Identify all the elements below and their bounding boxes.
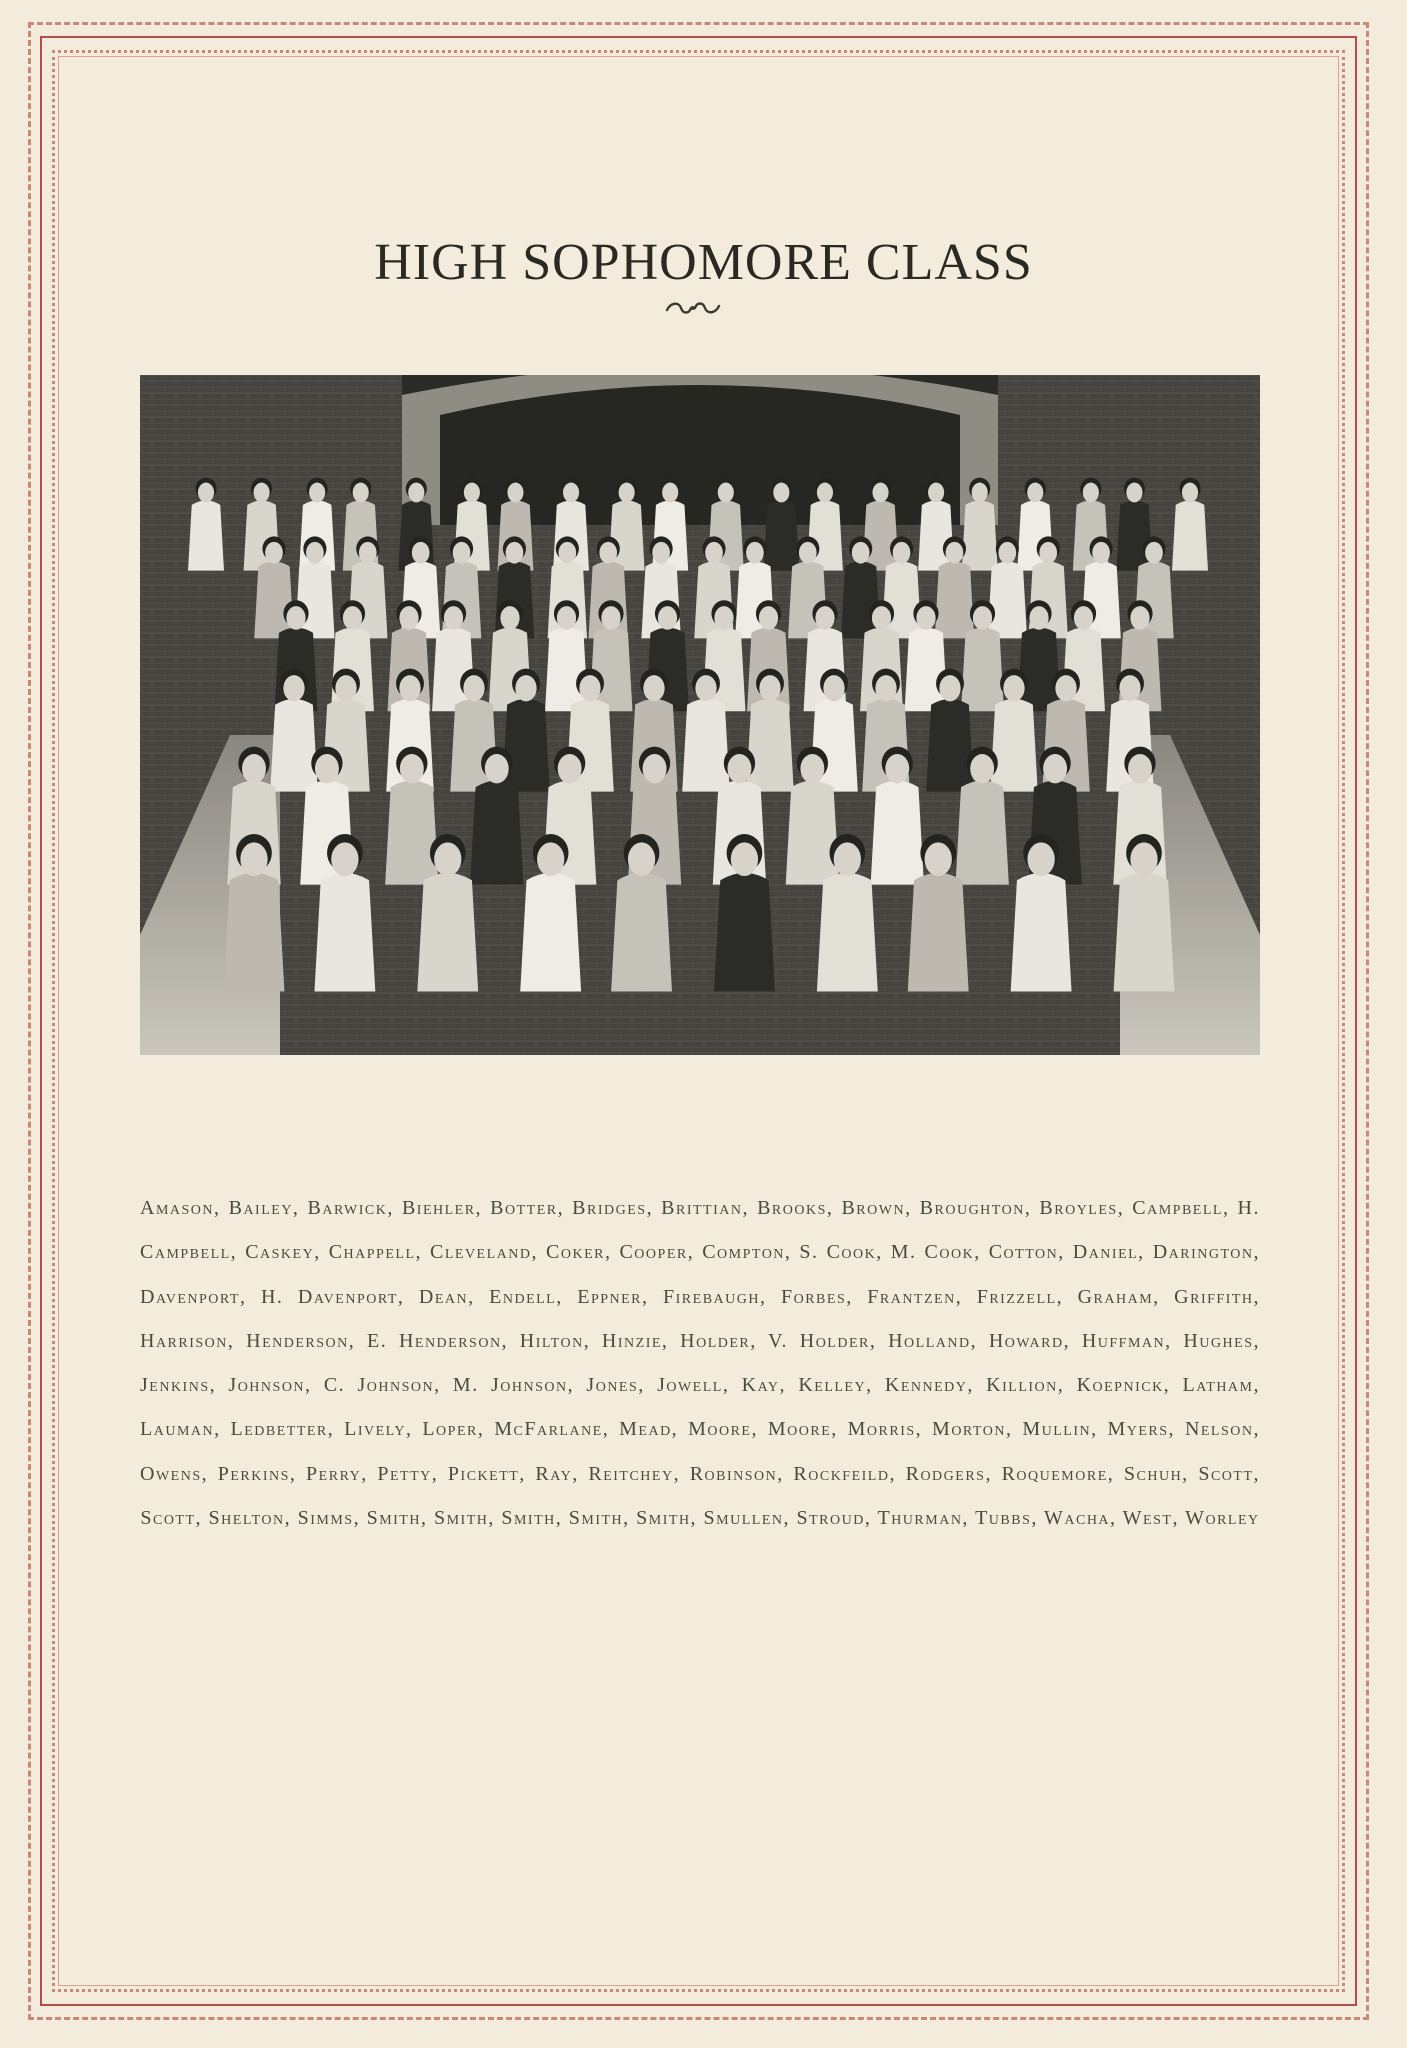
- student-face: [198, 483, 214, 503]
- student-figure: [908, 873, 969, 992]
- student-face: [579, 675, 600, 701]
- student-face: [658, 606, 677, 630]
- student-figure: [935, 562, 974, 639]
- student-face: [464, 483, 480, 503]
- student-face: [1128, 754, 1152, 783]
- student-face: [1055, 675, 1076, 701]
- student-face: [852, 542, 870, 564]
- student-face: [558, 754, 582, 783]
- student-face: [399, 606, 418, 630]
- student-face: [731, 842, 758, 876]
- student-figure: [470, 781, 523, 885]
- student-face: [1182, 483, 1198, 503]
- student-face: [1126, 483, 1142, 503]
- student-face: [643, 754, 667, 783]
- student-face: [1130, 606, 1149, 630]
- student-face: [254, 483, 270, 503]
- student-figure: [763, 501, 799, 571]
- student-face: [800, 754, 824, 783]
- student-face: [834, 842, 861, 876]
- student-face: [875, 675, 896, 701]
- student-names-list: Amason, Bailey, Barwick, Biehler, Botter, Bridges, Brittian, Brooks, Brown, Broughton, Broyles, Campbell, H. Campbell, Caskey, Chappell, Cleveland, Coker, Cooper, Compton, S. Cook, M. Cook, Cotton, Daniel, Darington, Davenport, H. Davenport, Dean, Endell, Eppner, Firebaugh, Forbes, Frantzen, Frizzell, Graham, Griffith, Harrison, Henderson, E. Henderson, Hilton, Hinzie, Holder, V. Holder, Holland, Howard, Huffman, Hughes, Jenkins, Johnson, C. Johnson, M. Johnson, Jones, Jowell, Kay, Kelley, Kennedy, Killion, Koepnick, Latham, Lauman, Ledbetter, Lively, Loper, McFarlane, Mead, Moore, Moore, Morris, Morton, Mullin, Myers, Nelson, Owens, Perkins, Perry, Petty, Pickett, Ray, Reitchey, Robinson, Rockfeild, Rodgers, Roquemore, Schuh, Scott, Scott, Shelton, Simms, Smith, Smith, Smith, Smith, Smith, Smullen, Stroud, Thurman, Tubbs, Wacha, West, Worley: [140, 1197, 1260, 1530]
- student-face: [823, 675, 844, 701]
- student-figure: [1018, 628, 1061, 712]
- student-figure: [270, 699, 318, 792]
- student-figure: [1114, 873, 1175, 992]
- student-face: [507, 483, 523, 503]
- student-figure: [314, 873, 375, 992]
- student-face: [1029, 606, 1048, 630]
- student-face: [872, 483, 888, 503]
- student-figure: [961, 628, 1004, 712]
- flourish-ornament-icon: [663, 298, 723, 318]
- student-figure: [905, 628, 948, 712]
- student-face: [412, 542, 430, 564]
- student-figure: [417, 873, 478, 992]
- student-face: [970, 754, 994, 783]
- student-figure: [956, 781, 1009, 885]
- student-face: [240, 842, 267, 876]
- student-face: [306, 542, 324, 564]
- student-face: [601, 606, 620, 630]
- student-face: [817, 483, 833, 503]
- student-face: [434, 842, 461, 876]
- student-face: [1039, 542, 1057, 564]
- student-face: [343, 606, 362, 630]
- student-face: [872, 606, 891, 630]
- student-face: [335, 675, 356, 701]
- student-face: [815, 606, 834, 630]
- student-figure: [786, 781, 839, 885]
- student-face: [746, 542, 764, 564]
- student-face: [286, 606, 305, 630]
- student-face: [242, 754, 266, 783]
- student-face: [705, 542, 723, 564]
- student-face: [485, 754, 509, 783]
- student-face: [1130, 842, 1157, 876]
- student-face: [265, 542, 283, 564]
- student-face: [1027, 842, 1054, 876]
- student-face: [727, 754, 751, 783]
- student-face: [399, 675, 420, 701]
- class-group-photo: [140, 375, 1260, 1055]
- student-face: [695, 675, 716, 701]
- student-face: [506, 542, 524, 564]
- student-face: [885, 754, 909, 783]
- student-face: [558, 542, 576, 564]
- student-face: [628, 842, 655, 876]
- student-figure: [746, 699, 794, 792]
- student-figure: [926, 699, 974, 792]
- student-face: [515, 675, 536, 701]
- student-face: [998, 542, 1016, 564]
- student-figure: [962, 501, 998, 571]
- student-face: [925, 842, 952, 876]
- student-face: [463, 675, 484, 701]
- student-face: [453, 542, 471, 564]
- student-face: [1145, 542, 1163, 564]
- student-face: [652, 542, 670, 564]
- student-face: [400, 754, 424, 783]
- student-face: [946, 542, 964, 564]
- student-figure: [254, 562, 293, 639]
- student-face: [500, 606, 519, 630]
- student-face: [1074, 606, 1093, 630]
- student-face: [973, 606, 992, 630]
- student-figure: [990, 699, 1038, 792]
- student-figure: [385, 781, 438, 885]
- student-figure: [520, 873, 581, 992]
- student-face: [928, 483, 944, 503]
- student-face: [939, 675, 960, 701]
- student-figure: [863, 501, 899, 571]
- student-face: [599, 542, 617, 564]
- student-figure: [502, 699, 550, 792]
- student-face: [662, 483, 678, 503]
- student-face: [773, 483, 789, 503]
- student-figure: [224, 873, 285, 992]
- student-face: [718, 483, 734, 503]
- student-face: [331, 842, 358, 876]
- student-face: [1043, 754, 1067, 783]
- student-figure: [714, 873, 775, 992]
- student-figure: [988, 562, 1027, 639]
- student-face: [916, 606, 935, 630]
- student-figure: [682, 699, 730, 792]
- student-figure: [188, 501, 224, 571]
- student-face: [557, 606, 576, 630]
- student-face: [444, 606, 463, 630]
- student-face: [1083, 483, 1099, 503]
- student-face: [1003, 675, 1024, 701]
- student-face: [759, 606, 778, 630]
- student-face: [759, 675, 780, 701]
- student-face: [353, 483, 369, 503]
- student-figure: [1116, 501, 1152, 571]
- student-face: [537, 842, 564, 876]
- student-face: [893, 542, 911, 564]
- student-face: [283, 675, 304, 701]
- student-face: [359, 542, 377, 564]
- student-face: [309, 483, 325, 503]
- student-face: [1027, 483, 1043, 503]
- student-figure: [641, 562, 680, 639]
- student-figure: [841, 562, 880, 639]
- student-face: [315, 754, 339, 783]
- student-face: [563, 483, 579, 503]
- student-figure: [545, 628, 588, 712]
- student-face: [619, 483, 635, 503]
- student-face: [714, 606, 733, 630]
- student-face: [799, 542, 817, 564]
- student-face: [643, 675, 664, 701]
- student-face: [972, 483, 988, 503]
- page-title: HIGH SOPHOMORE CLASS: [374, 233, 1033, 291]
- student-face: [1119, 675, 1140, 701]
- student-figure: [1011, 873, 1072, 992]
- student-face: [408, 483, 424, 503]
- student-figure: [871, 781, 924, 885]
- student-figure: [1172, 501, 1208, 571]
- student-face: [1092, 542, 1110, 564]
- student-figure: [817, 873, 878, 992]
- student-figure: [611, 873, 672, 992]
